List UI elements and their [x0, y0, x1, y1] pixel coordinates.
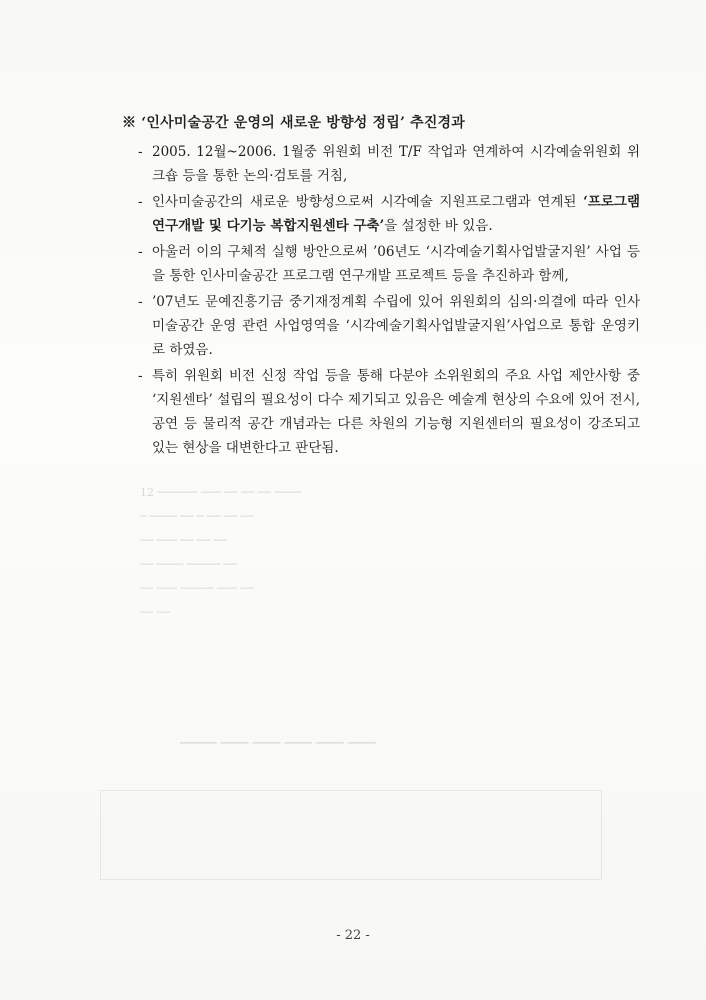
progress-list — [140, 140, 640, 462]
item-text: 아울러 이의 구체적 실행 방안으로써 ’06년도 ‘시각예술기획사업발굴지원’ 사업 등을 통한 인사미술공간 프로그램 연구개발 프로젝트 등을 추진하과 함께, — [152, 244, 640, 284]
bleed-through-line: 12 ────── ─── ── ── ── ──── — [140, 486, 301, 499]
item-text: 인사미술공간의 새로운 방향성으로써 시각예술 지원프로그램과 연계된 — [152, 194, 584, 210]
dash-marker: - — [138, 194, 143, 210]
dash-marker: - — [138, 244, 143, 260]
bleed-through-line: ── ─── ───── ─── ── — [140, 582, 254, 595]
page-number: - 22 - — [336, 928, 370, 943]
list-item — [140, 190, 640, 238]
list-item — [140, 140, 640, 188]
list-item — [140, 364, 640, 460]
item-text: ’07년도 문예진흥기금 중기재정계획 수립에 있어 위원회의 심의·의결에 따라 인사미술공간 운영 관련 사업영역을 ‘시각예술기획사업발굴지원’사업으로 통합 운영키로 하였음. — [152, 294, 640, 358]
bleed-through-line: ── ─── ── ── ── — [140, 534, 227, 547]
item-bold-text: ‘프로그램 연구개발 및 다기능 복합지원센타 구축’ — [152, 194, 640, 234]
dash-marker: - — [138, 368, 143, 384]
item-text: 특히 위원회 비전 신정 작업 등을 통해 다분야 소위원회의 주요 사업 제안사항 중 ‘지원센타’ 설립의 필요성이 다수 제기되고 있음은 예술계 현상의 수요에 있어 전시, 공연 등 물리적 공간 개념과는 다른 차원의 기능형 지원센터의 필요성이 강조되고 있는 현상을 대변한다고 판단됨. — [152, 368, 640, 456]
list-item — [140, 240, 640, 288]
bleed-through-line: ── ──── ───── ── — [140, 558, 237, 571]
bleed-through-line: ─ ──── ── ─ ── ── ── — [140, 510, 254, 523]
item-text: 을 설정한 바 있음. — [384, 218, 493, 234]
dash-marker: - — [138, 144, 143, 160]
bleed-through-box — [100, 790, 602, 880]
dash-marker: - — [138, 294, 143, 310]
bleed-through-line: ── ── — [140, 606, 170, 619]
section-heading: ※ ‘인사미술공간 운영의 새로운 방향성 정립’ 추진경과 — [122, 115, 465, 131]
list-item — [140, 290, 640, 362]
bleed-through-line: ──── ─── ─── ─── ─── ─── — [180, 734, 376, 752]
item-text: 2005. 12월~2006. 1월중 위원회 비전 T/F 작업과 연계하여 시각예술위원회 위크숍 등을 통한 논의·검토를 거침, — [152, 144, 640, 184]
